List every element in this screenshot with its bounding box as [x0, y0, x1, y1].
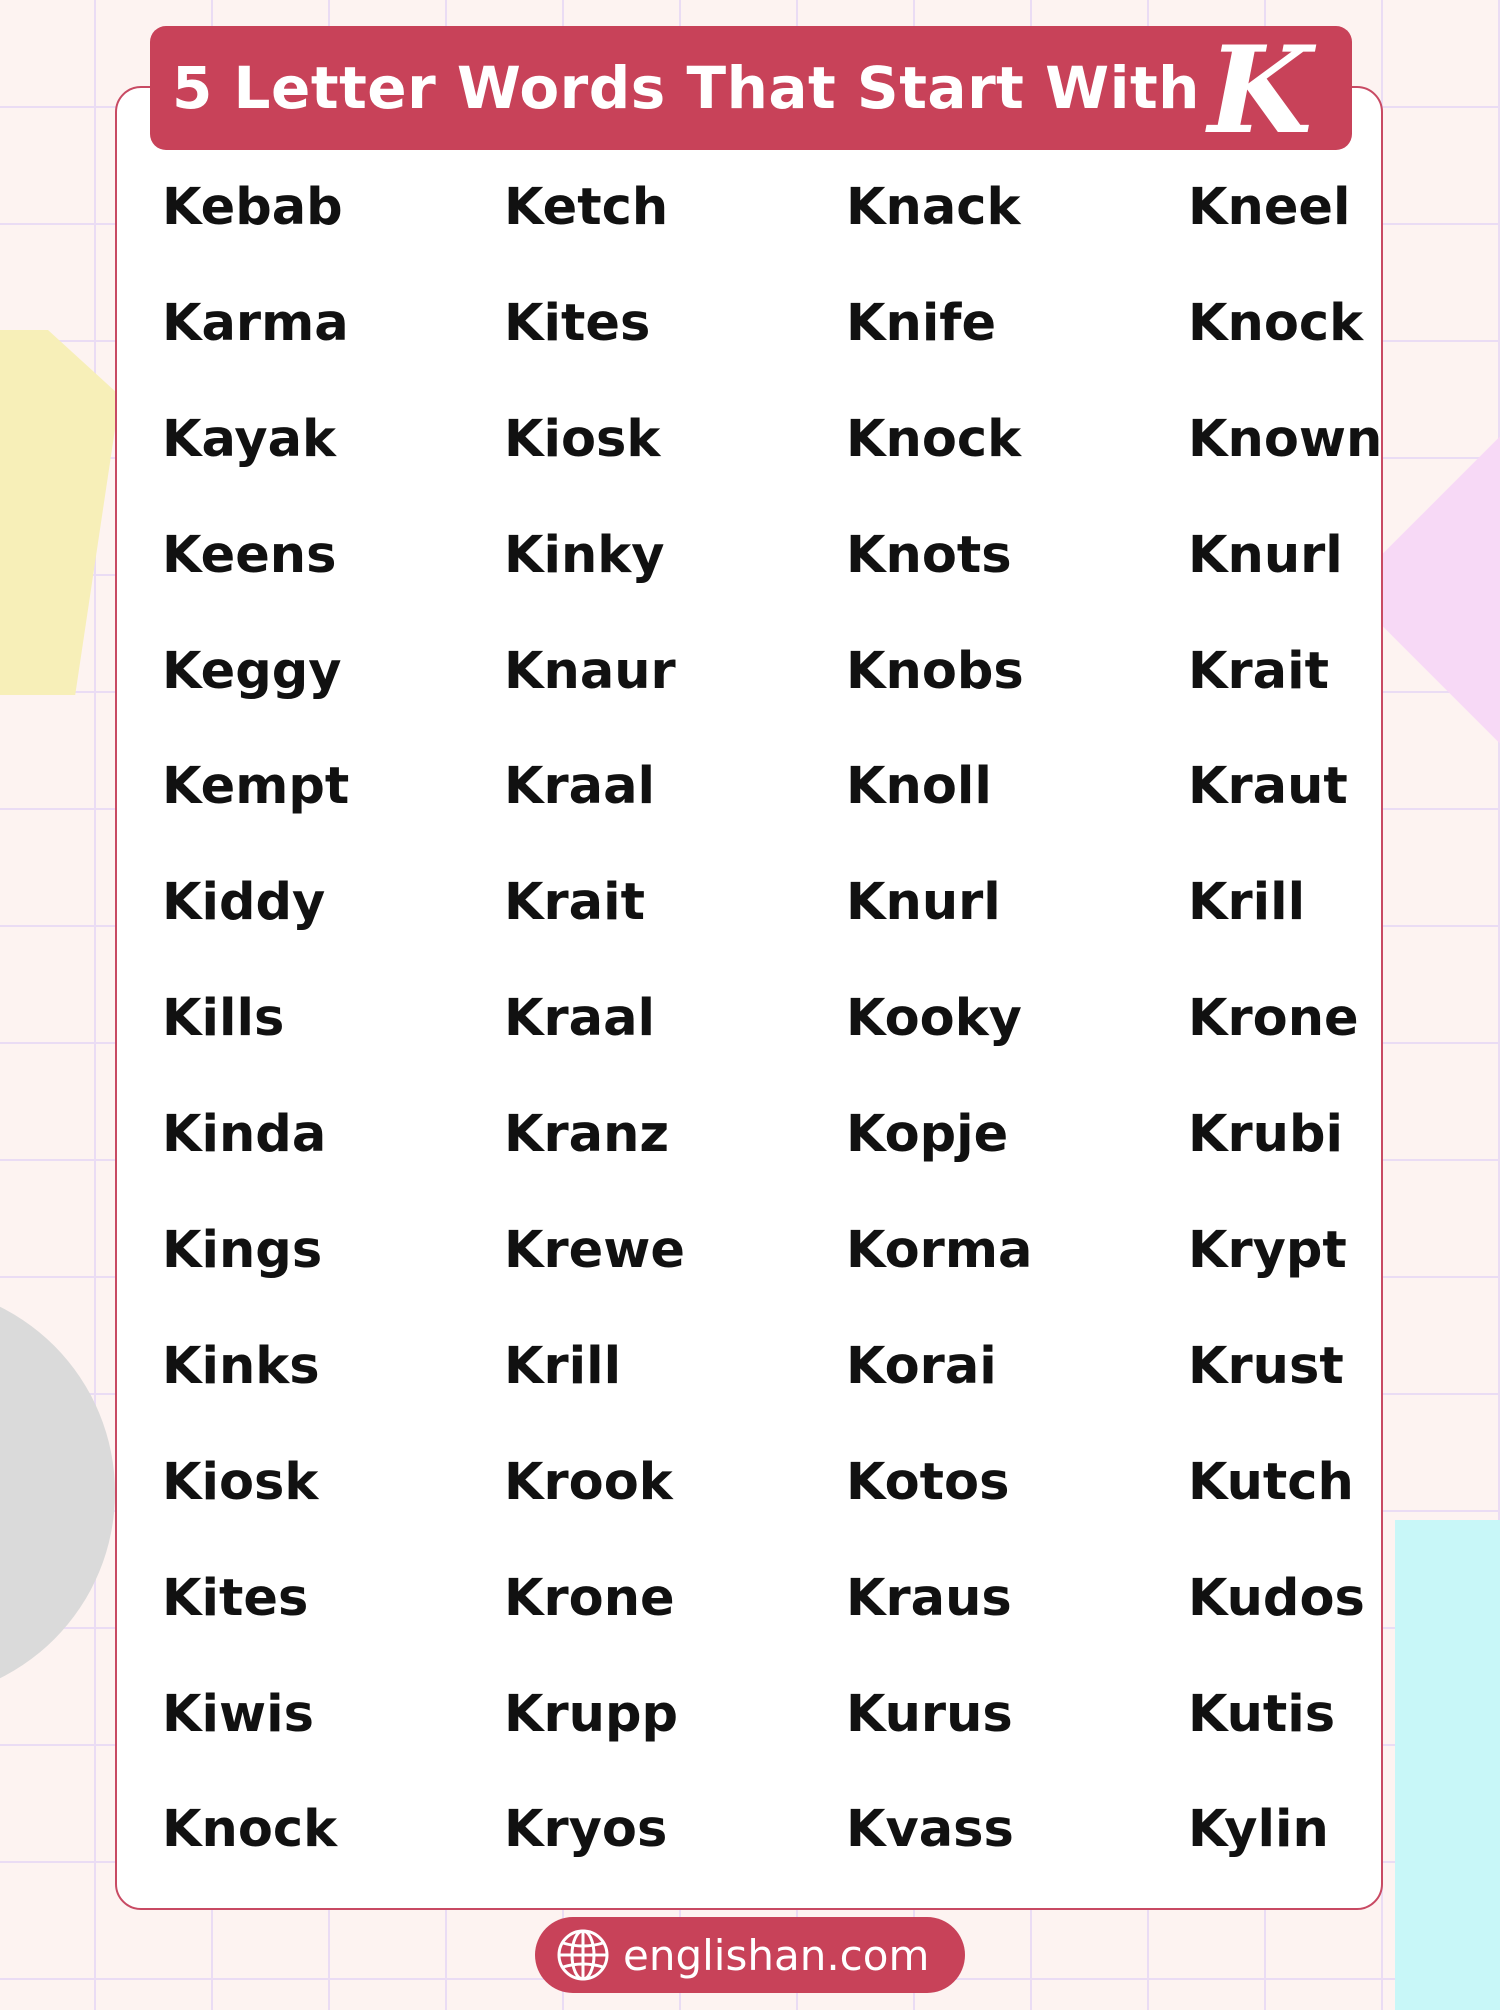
word-item: Knock [162, 1800, 338, 1860]
word-item: Ketch [504, 178, 669, 237]
word-item: Knurl [1188, 525, 1343, 585]
word-item: Krubi [1188, 1105, 1343, 1165]
word-item: Karma [162, 293, 349, 353]
word-item: Kraal [504, 989, 655, 1049]
word-item: Kraut [1188, 757, 1348, 817]
word-item: Knack [846, 178, 1021, 237]
word-item: Kylin [1188, 1800, 1329, 1860]
word-item: Kvass [846, 1800, 1014, 1860]
word-item: Kiosk [162, 1452, 319, 1512]
word-item: Kiwis [162, 1684, 314, 1744]
word-item: Knoll [846, 757, 992, 817]
word-item: Kutis [1188, 1684, 1336, 1744]
word-item: Kopje [846, 1105, 1009, 1165]
word-item: Krone [504, 1568, 675, 1628]
word-item: Kurus [846, 1684, 1013, 1744]
word-item: Keggy [162, 641, 342, 701]
word-item: Knots [846, 525, 1012, 585]
word-item: Korai [846, 1336, 997, 1396]
word-item: Krone [1188, 989, 1359, 1049]
word-item: Krill [1188, 873, 1306, 933]
word-item: Kebab [162, 178, 343, 237]
word-item: Kinks [162, 1336, 320, 1396]
word-item: Kinda [162, 1105, 327, 1165]
page-title: 5 Letter Words That Start With [172, 54, 1200, 122]
title-banner [150, 20, 1352, 161]
word-item: Kraus [846, 1568, 1012, 1628]
word-item: Krill [504, 1336, 622, 1396]
word-item: Krust [1188, 1336, 1344, 1396]
word-item: Knobs [846, 641, 1024, 701]
word-item: Kooky [846, 989, 1022, 1049]
word-item: Kneel [1188, 178, 1351, 237]
word-grid [162, 180, 1500, 1918]
word-item: Kutch [1188, 1452, 1354, 1512]
word-item: Kryos [504, 1800, 668, 1860]
word-item: Kinky [504, 525, 665, 585]
decorative-gray-circle [0, 1285, 115, 1700]
word-item: Kiddy [162, 873, 326, 933]
word-item: Krait [504, 873, 645, 933]
word-item: Knaur [504, 641, 676, 701]
word-item: Kudos [1188, 1568, 1365, 1628]
decorative-yellow-shape [0, 330, 120, 695]
word-item: Kraal [504, 757, 655, 817]
word-item: Kites [504, 293, 651, 353]
word-item: Knock [846, 409, 1022, 469]
word-item: Krypt [1188, 1221, 1347, 1281]
word-item: Keens [162, 525, 337, 585]
globe-icon [555, 1927, 611, 1983]
word-item: Krait [1188, 641, 1329, 701]
word-item: Knife [846, 293, 997, 353]
word-item: Kayak [162, 409, 336, 469]
word-item: Knurl [846, 873, 1001, 933]
website-badge[interactable] [535, 1917, 965, 1993]
word-item: Kranz [504, 1105, 670, 1165]
word-item: Kiosk [504, 409, 661, 469]
word-item: Known [1188, 409, 1383, 469]
website-link[interactable]: englishan.com [623, 1930, 930, 1980]
word-item: Kings [162, 1221, 323, 1281]
word-item: Krook [504, 1452, 673, 1512]
title-letter: K [1207, 20, 1313, 161]
word-item: Korma [846, 1221, 1033, 1281]
word-item: Kills [162, 989, 285, 1049]
word-item: Kotos [846, 1452, 1010, 1512]
word-item: Kempt [162, 757, 350, 817]
word-item: Krewe [504, 1221, 685, 1281]
word-item: Krupp [504, 1684, 678, 1744]
word-item: Kites [162, 1568, 309, 1628]
word-item: Knock [1188, 293, 1364, 353]
